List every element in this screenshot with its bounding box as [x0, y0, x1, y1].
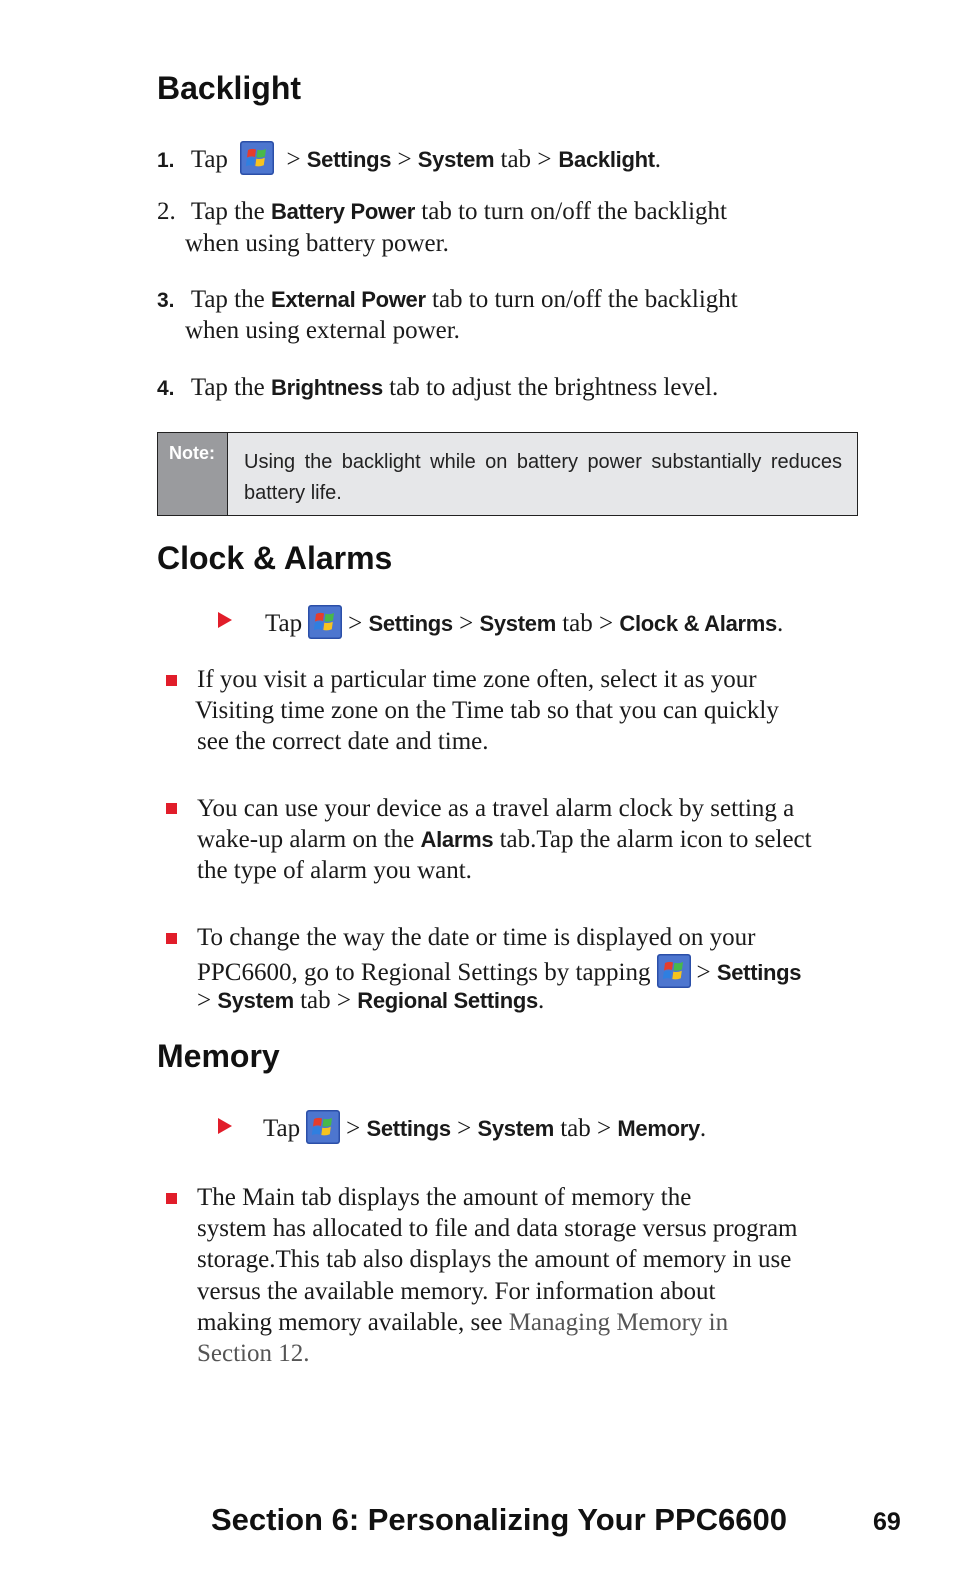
backlight-step-4: 4. Tap the Brightness tab to adjust the brightness level.: [157, 374, 719, 401]
windows-start-icon: [657, 954, 691, 988]
backlight-step-1: 1. Tap > Settings > System tab > Backlight.: [157, 141, 661, 176]
clock-bullet-1-line-1: If you visit a particular time zone often, select it as your: [197, 666, 757, 693]
memory-bullet-line-2: system has allocated to file and data storage versus program: [197, 1215, 798, 1242]
arrow-bullet-icon: [218, 1118, 232, 1134]
section-title-memory: Memory: [157, 1038, 280, 1074]
note-text: Using the backlight while on battery power substantially reduces battery life.: [244, 451, 842, 504]
brightness-term: Brightness: [270, 375, 383, 400]
section-12-link[interactable]: Section 12.: [197, 1340, 310, 1367]
memory-path: Tap > Settings > System tab > Memory.: [263, 1110, 706, 1144]
settings-term: Settings: [366, 1116, 451, 1141]
arrow-bullet-icon: [218, 612, 232, 628]
footer-section-title: Section 6: Personalizing Your PPC6600: [211, 1502, 787, 1537]
clock-bullet-3-line-2: PPC6600, go to Regional Settings by tapping > Settings: [197, 954, 801, 988]
square-bullet-icon: [166, 675, 177, 686]
section-title-backlight: Backlight: [157, 70, 302, 106]
clock-bullet-2-line-2: wake-up alarm on the Alarms tab.Tap the alarm icon to select: [197, 826, 812, 853]
memory-bullet-line-1: The Main tab displays the amount of memory the: [197, 1184, 692, 1211]
system-term: System: [217, 988, 294, 1013]
page-number: 69: [873, 1508, 901, 1536]
clock-alarms-term: Clock & Alarms: [619, 611, 777, 636]
backlight-step-2-cont: when using battery power.: [185, 230, 449, 257]
backlight-step-3: 3. Tap the External Power tab to turn on/off the backlight: [157, 286, 738, 313]
windows-start-icon: [306, 1110, 340, 1144]
system-term: System: [479, 611, 556, 636]
square-bullet-icon: [166, 803, 177, 814]
battery-power-term: Battery Power: [270, 199, 416, 224]
clock-bullet-3-line-1: To change the way the date or time is displayed on your: [197, 924, 756, 951]
clock-path: Tap > Settings > System tab > Clock & Alarms.: [265, 605, 783, 639]
square-bullet-icon: [166, 933, 177, 944]
windows-start-icon: [308, 605, 342, 639]
settings-term: Settings: [368, 611, 453, 636]
clock-bullet-1-line-3: see the correct date and time.: [197, 728, 489, 755]
section-title-clock-alarms: Clock & Alarms: [157, 540, 393, 576]
square-bullet-icon: [166, 1193, 177, 1204]
clock-bullet-2-line-3: the type of alarm you want.: [197, 857, 472, 884]
settings-term: Settings: [716, 960, 802, 985]
regional-settings-term: Regional Settings: [357, 988, 538, 1013]
memory-bullet-line-4: versus the available memory. For information about: [197, 1278, 716, 1305]
alarms-term: Alarms: [420, 827, 494, 852]
external-power-term: External Power: [270, 287, 426, 312]
system-term: System: [477, 1116, 554, 1141]
memory-term: Memory: [617, 1116, 700, 1141]
memory-bullet-line-5: making memory available, see Managing Memory in: [197, 1309, 729, 1336]
system-term: System: [417, 147, 495, 172]
note-label: Note:: [158, 433, 228, 515]
windows-start-icon: [240, 141, 274, 175]
note-box: [157, 432, 858, 516]
backlight-step-3-cont: when using external power.: [185, 317, 460, 344]
clock-bullet-2-line-1: You can use your device as a travel alarm clock by setting a: [197, 795, 795, 822]
memory-bullet-line-3: storage.This tab also displays the amount of memory in use: [197, 1246, 792, 1273]
settings-term: Settings: [306, 147, 392, 172]
managing-memory-link[interactable]: Managing Memory in: [508, 1309, 729, 1336]
clock-bullet-1-line-2: Visiting time zone on the Time tab so that you can quickly: [195, 697, 779, 724]
backlight-step-2: 2. Tap the Battery Power tab to turn on/off the backlight: [157, 198, 728, 225]
clock-bullet-3-line-3: > System tab > Regional Settings.: [197, 987, 545, 1014]
backlight-term: Backlight: [558, 147, 655, 172]
